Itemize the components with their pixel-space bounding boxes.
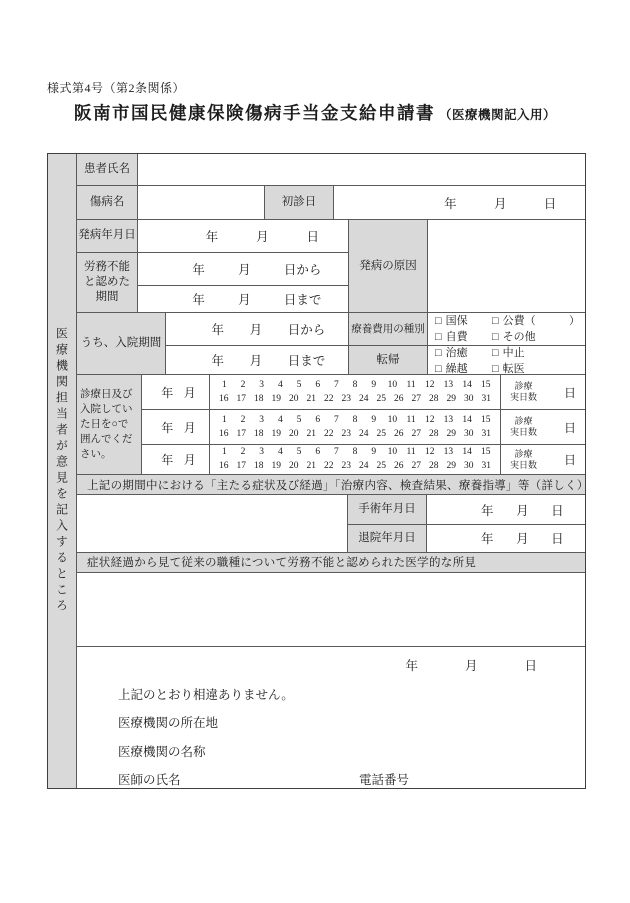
calendar-3-days[interactable] bbox=[210, 445, 501, 474]
day-unit: 日 bbox=[551, 532, 564, 547]
actual-days-label: 診療 実日数 bbox=[510, 416, 538, 438]
month-unit: 月 bbox=[183, 453, 196, 468]
institution-name-field[interactable] bbox=[77, 742, 585, 760]
day-unit: 日 bbox=[563, 453, 576, 468]
outcome-label: 転帰 bbox=[349, 346, 427, 374]
checkbox-sonota[interactable] bbox=[492, 330, 536, 345]
rows-onset-incapacity bbox=[77, 220, 585, 313]
sidebar-vertical-label bbox=[48, 154, 77, 788]
month-unit: 月 bbox=[183, 420, 196, 435]
checkbox-teni-label: 転医 bbox=[502, 363, 525, 376]
hospitalization-to-input[interactable] bbox=[166, 346, 348, 374]
disease-name-label: 傷病名 bbox=[77, 186, 138, 218]
patient-name-input[interactable] bbox=[138, 154, 585, 185]
expense-options-line1 bbox=[435, 314, 585, 329]
surgery-date-label: 手術年月日 bbox=[348, 495, 427, 524]
rows-hospitalization bbox=[77, 313, 585, 375]
page-title-note: （医療機関記入用） bbox=[438, 108, 556, 122]
calendar-days-line-16-31[interactable]: 16 17 18 19 20 21 22 23 24 25 26 27 28 29 30 31 bbox=[219, 393, 491, 404]
checkbox-icon: □ bbox=[492, 363, 499, 376]
expense-type-options bbox=[428, 313, 585, 346]
incapacity-from-input[interactable] bbox=[138, 253, 348, 286]
expense-options-line2 bbox=[435, 330, 585, 345]
calendar-3-yearmonth-input[interactable] bbox=[142, 445, 210, 474]
month-unit: 月 bbox=[238, 262, 251, 277]
month-unit: 月 bbox=[516, 532, 529, 547]
year-unit: 年 bbox=[444, 196, 457, 211]
month-unit: 月 bbox=[238, 293, 251, 308]
patient-name-label: 患者氏名 bbox=[77, 154, 138, 185]
year-unit: 年 bbox=[211, 354, 225, 369]
month-unit: 月 bbox=[516, 503, 529, 518]
phone-field[interactable] bbox=[359, 770, 409, 788]
checkbox-icon: □ bbox=[435, 347, 442, 360]
mid-label-col bbox=[349, 313, 428, 374]
month-unit: 月 bbox=[183, 385, 196, 400]
hospitalization-label: うち、入院期間 bbox=[77, 313, 166, 374]
hospitalization-left bbox=[77, 313, 349, 374]
month-unit: 月 bbox=[256, 229, 269, 244]
year-unit: 年 bbox=[211, 323, 225, 338]
findings-header-text: 症状経過から見て従来の職種について労務不能と認められた医学的な所見 bbox=[87, 557, 477, 570]
calendar-3-actual-days[interactable] bbox=[501, 445, 585, 474]
page-title-main: 阪南市国民健康保険傷病手当金支給申請書 bbox=[73, 103, 435, 123]
day-to-unit: 日まで bbox=[287, 354, 326, 369]
checkbox-kokuho-label: 国保 bbox=[445, 314, 468, 327]
progress-header-text: 上記の期間中における「主たる症状及び経過」「治療内容、検査結果、療養指導」等（詳しく） bbox=[87, 479, 589, 492]
year-unit: 年 bbox=[405, 659, 418, 674]
hospitalization-dates bbox=[166, 313, 348, 374]
certification-date-input[interactable] bbox=[77, 656, 585, 674]
row-patient-name bbox=[77, 154, 585, 186]
hospitalization-from-input[interactable] bbox=[166, 313, 348, 346]
surgery-date-input[interactable] bbox=[427, 495, 585, 524]
day-unit: 日 bbox=[563, 420, 576, 435]
row-surgery-date bbox=[348, 495, 585, 525]
first-visit-date-input[interactable] bbox=[334, 186, 585, 218]
checkbox-icon: □ bbox=[492, 330, 499, 343]
institution-address-label: 医療機関の所在地 bbox=[118, 716, 219, 731]
day-to-unit: 日まで bbox=[283, 293, 322, 308]
calendar-2-days[interactable] bbox=[210, 410, 501, 444]
disease-name-input[interactable] bbox=[138, 186, 265, 218]
onset-incapacity-left bbox=[77, 220, 349, 312]
year-unit: 年 bbox=[161, 420, 174, 435]
incapacity-to-input[interactable] bbox=[138, 286, 348, 312]
checkbox-chiyu-label: 治癒 bbox=[445, 347, 468, 360]
checkbox-kurikoshi-label: 繰越 bbox=[445, 363, 468, 376]
checkbox-icon: □ bbox=[492, 314, 499, 327]
calendar-row-2 bbox=[142, 410, 585, 445]
checkbox-col bbox=[428, 313, 585, 374]
checkbox-jihi[interactable] bbox=[435, 330, 492, 345]
progress-header-band bbox=[77, 475, 589, 495]
doctor-name-field[interactable] bbox=[118, 770, 359, 788]
calendar-2-yearmonth-input[interactable] bbox=[142, 410, 210, 444]
year-unit: 年 bbox=[192, 262, 205, 277]
year-unit: 年 bbox=[205, 229, 219, 244]
calendar-rows bbox=[142, 375, 585, 474]
progress-text-input[interactable] bbox=[77, 495, 348, 551]
calendar-row-1 bbox=[142, 375, 585, 410]
doctor-phone-row bbox=[77, 770, 585, 788]
row-disease-name bbox=[77, 186, 585, 219]
calendar-2-actual-days[interactable] bbox=[501, 410, 585, 444]
page-title bbox=[0, 100, 630, 125]
checkbox-jihi-label: 自費 bbox=[445, 330, 468, 343]
day-from-unit: 日から bbox=[283, 262, 322, 277]
certification-section bbox=[77, 647, 585, 788]
calendar-1-yearmonth-input[interactable] bbox=[142, 375, 210, 409]
month-unit: 月 bbox=[249, 323, 263, 338]
checkbox-kohi[interactable] bbox=[492, 314, 585, 329]
row-discharge-date bbox=[348, 525, 585, 551]
day-unit: 日 bbox=[551, 503, 564, 518]
checkbox-kohi-label: 公費（ bbox=[502, 314, 536, 327]
sidebar-label-text: 医療機関担当者が意見を記入するところ bbox=[54, 327, 69, 615]
year-unit: 年 bbox=[480, 503, 494, 518]
day-unit: 日 bbox=[306, 229, 320, 244]
calendar-1-days[interactable] bbox=[210, 375, 501, 409]
calendar-days-line-1-15[interactable]: 1 2 3 4 5 6 7 8 9 10 11 12 13 14 15 bbox=[221, 414, 491, 425]
checkbox-icon: □ bbox=[435, 314, 442, 327]
onset-date-label: 発病年月日 bbox=[77, 220, 138, 252]
checkbox-chiyu[interactable] bbox=[435, 346, 492, 361]
year-unit: 年 bbox=[161, 453, 174, 468]
checkbox-kohi-paren-close: ） bbox=[569, 314, 580, 327]
incapacity-period-label: 労務不能と認めた期間 bbox=[77, 253, 138, 312]
rows-incapacity-period bbox=[77, 253, 348, 312]
discharge-date-input[interactable] bbox=[427, 525, 585, 551]
checkbox-chushi-label: 中止 bbox=[502, 347, 525, 360]
form-body bbox=[77, 154, 589, 788]
calendar-days-line-16-31[interactable]: 16 17 18 19 20 21 22 23 24 25 26 27 28 29 30 31 bbox=[219, 428, 491, 439]
first-visit-label: 初診日 bbox=[265, 186, 334, 218]
surgery-discharge-col bbox=[348, 495, 585, 551]
checkbox-chushi[interactable] bbox=[492, 346, 525, 361]
institution-name-label: 医療機関の名称 bbox=[118, 744, 206, 759]
onset-cause-label: 発病の原因 bbox=[349, 220, 428, 312]
rows-surgery-discharge bbox=[77, 495, 585, 552]
month-unit: 月 bbox=[464, 659, 478, 674]
onset-cause-input[interactable] bbox=[428, 220, 585, 312]
year-unit: 年 bbox=[192, 293, 205, 308]
onset-date-input[interactable] bbox=[138, 220, 348, 252]
checkbox-kokuho[interactable] bbox=[435, 314, 492, 329]
row-onset-date bbox=[77, 220, 348, 253]
calendar-section bbox=[77, 375, 585, 475]
actual-days-label: 診療 実日数 bbox=[510, 448, 538, 470]
calendar-days-line-1-15[interactable]: 1 2 3 4 5 6 7 8 9 10 11 12 13 14 15 bbox=[221, 379, 491, 390]
month-unit: 月 bbox=[493, 196, 507, 211]
incapacity-period-dates bbox=[138, 253, 348, 312]
checkbox-icon: □ bbox=[435, 363, 442, 376]
day-unit: 日 bbox=[543, 196, 557, 211]
certification-statement: 上記のとおり相違ありません。 bbox=[118, 687, 294, 702]
expense-type-label: 療養費用の種別 bbox=[349, 313, 427, 346]
calendar-1-actual-days[interactable] bbox=[501, 375, 585, 409]
phone-label: 電話番号 bbox=[359, 773, 410, 788]
checkbox-icon: □ bbox=[492, 347, 499, 360]
outcome-options-line1 bbox=[435, 346, 585, 361]
year-unit: 年 bbox=[480, 532, 494, 547]
checkbox-sonota-label: その他 bbox=[502, 330, 536, 343]
day-from-unit: 日から bbox=[287, 323, 326, 338]
form-table bbox=[47, 153, 589, 789]
calendar-row-3 bbox=[142, 445, 585, 474]
calendar-days-line-16-31[interactable]: 16 17 18 19 20 21 22 23 24 25 26 27 28 29 30 31 bbox=[219, 461, 491, 472]
outcome-options bbox=[428, 346, 585, 377]
findings-input[interactable] bbox=[77, 573, 585, 647]
checkbox-icon: □ bbox=[435, 330, 442, 343]
year-unit: 年 bbox=[161, 385, 174, 400]
discharge-date-label: 退院年月日 bbox=[348, 525, 427, 551]
day-unit: 日 bbox=[563, 385, 576, 400]
form-number: 様式第4号（第2条関係） bbox=[47, 81, 186, 95]
calendar-instruction-label: 診療日及び入院していた日を○で囲んでください。 bbox=[77, 375, 142, 474]
findings-header-band bbox=[77, 553, 585, 573]
day-unit: 日 bbox=[524, 659, 537, 674]
calendar-days-line-1-15[interactable]: 1 2 3 4 5 6 7 8 9 10 11 12 13 14 15 bbox=[221, 447, 491, 458]
actual-days-label: 診療 実日数 bbox=[510, 381, 538, 403]
institution-address-field[interactable] bbox=[77, 713, 585, 731]
month-unit: 月 bbox=[249, 354, 263, 369]
doctor-name-label: 医師の氏名 bbox=[118, 773, 181, 788]
